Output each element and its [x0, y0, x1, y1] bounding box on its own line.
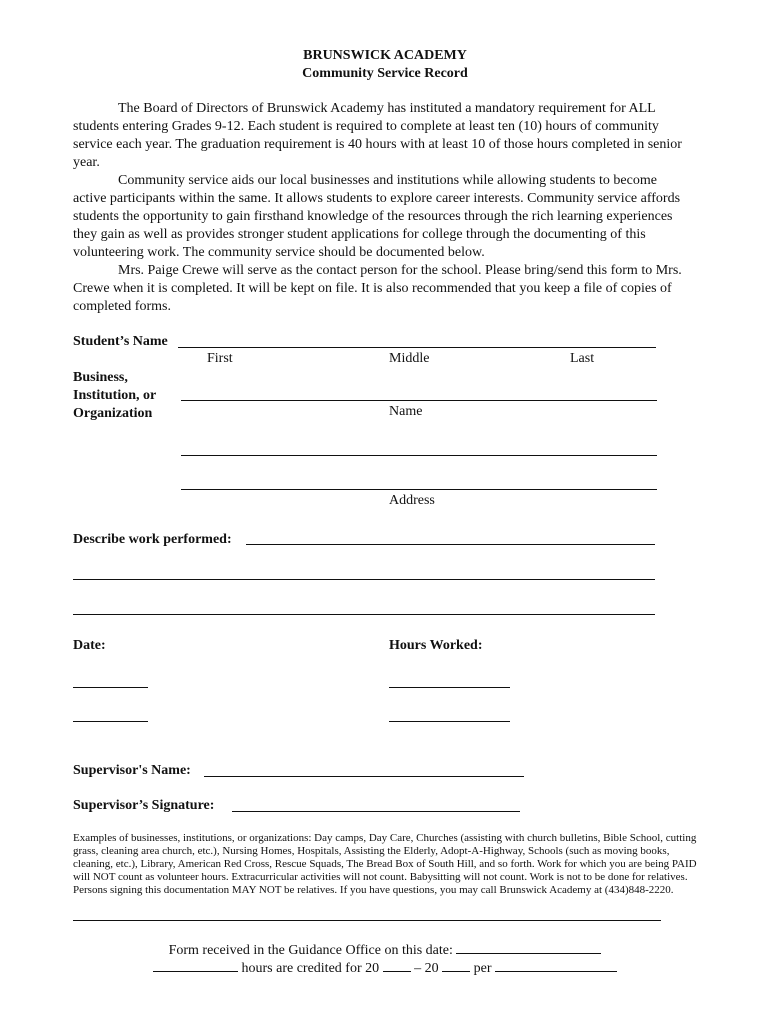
- address-line-2[interactable]: [181, 489, 657, 490]
- year-start-blank[interactable]: [383, 959, 411, 972]
- supervisor-name-line[interactable]: [204, 776, 524, 777]
- student-name-label: Student’s Name: [73, 334, 168, 349]
- separator-line: [73, 920, 661, 921]
- hours-credited-row: [0, 959, 770, 977]
- supervisor-signature-line[interactable]: [232, 811, 520, 812]
- describe-work-label: Describe work performed:: [73, 532, 232, 547]
- date-label: Date:: [73, 638, 106, 653]
- credited-hours-blank[interactable]: [153, 959, 238, 972]
- org-label-line2: Institution, or: [73, 388, 157, 403]
- year-end-blank[interactable]: [442, 959, 470, 972]
- org-label-line1: Business,: [73, 370, 128, 385]
- year-dash-text: – 20: [414, 961, 439, 976]
- form-title: Community Service Record: [302, 66, 468, 81]
- received-label: Form received in the Guidance Office on this date:: [168, 943, 453, 958]
- per-blank[interactable]: [495, 959, 617, 972]
- first-name-caption: First: [207, 351, 233, 366]
- supervisor-name-label: Supervisor's Name:: [73, 763, 191, 778]
- middle-name-caption: Middle: [389, 351, 430, 366]
- describe-work-line-3[interactable]: [73, 614, 655, 615]
- school-name: BRUNSWICK ACADEMY: [303, 48, 467, 63]
- intro-paragraph-3: Mrs. Paige Crewe will serve as the contact person for the school. Please bring/send this form to Mrs. Crewe when it is completed. It will be kept on file. It is also recommended that you keep a file of copies of completed forms.: [73, 263, 682, 314]
- intro-paragraph-2: Community service aids our local businesses and institutions while allowing students to become active participants within the same. It allows students to explore career interests. Community service affords students the opportunity to gain firsthand knowledge of the resources through the rich learning experiences they gain as well as provides stronger student applications for college through the documenting of this volunteering work. The community service should be documented below.: [73, 173, 681, 260]
- last-name-caption: Last: [570, 351, 595, 366]
- address-line-1[interactable]: [181, 455, 657, 456]
- org-name-line[interactable]: [181, 400, 657, 401]
- hours-credited-text: hours are credited for 20: [241, 961, 380, 976]
- describe-work-line-1[interactable]: [246, 544, 655, 545]
- hours-worked-label: Hours Worked:: [389, 638, 483, 653]
- hours-line-1[interactable]: [389, 687, 510, 688]
- date-line-1[interactable]: [73, 687, 148, 688]
- received-date-row: [0, 941, 770, 959]
- received-date-blank[interactable]: [456, 941, 601, 954]
- date-line-2[interactable]: [73, 721, 148, 722]
- address-caption: Address: [389, 493, 435, 508]
- per-text: per: [473, 961, 492, 976]
- supervisor-signature-label: Supervisor’s Signature:: [73, 798, 215, 813]
- name-caption: Name: [389, 404, 423, 419]
- describe-work-line-2[interactable]: [73, 579, 655, 580]
- org-label-line3: Organization: [73, 406, 153, 421]
- hours-line-2[interactable]: [389, 721, 510, 722]
- student-name-line[interactable]: [178, 347, 656, 348]
- intro-paragraph-1: The Board of Directors of Brunswick Academy has instituted a mandatory requirement for ALL students entering Grades 9-12. Each student is required to complete at least ten (10) hours of community service each year. The graduation requirement is 40 hours with at least 10 of those hours completed in senior year.: [73, 101, 682, 170]
- examples-note: Examples of businesses, institutions, or organizations: Day camps, Day Care, Churches (assisting with church bulletins, Bible School, cutting grass, cleaning area church, etc.), Nursing Homes, Hospitals, Assisting the Elderly, Adopt-A-Highway, Schools (such as moving books, cleaning, etc.), Library, American Red Cross, Rescue Squads, The Bread Box of South Hill, and so forth. Work for which you are being PAID will NOT count as volunteer hours. Extracurricular activities will not count. Babysitting will not count. Work is not to be done for relatives. Persons signing this documentation MAY NOT be relatives. If you have questions, you may call Brunswick Academy at (434)848-2220.: [73, 832, 697, 896]
